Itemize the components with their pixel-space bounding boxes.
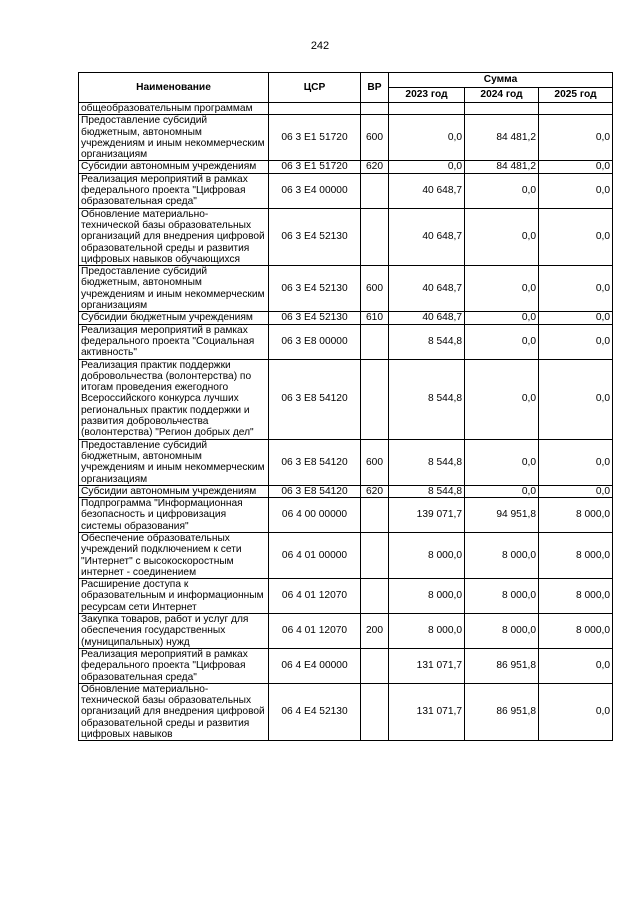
row-amount-2025: 0,0	[539, 266, 613, 312]
row-amount-2024: 8 000,0	[465, 532, 539, 578]
row-name: Реализация практик поддержки добровольчества (волонтерства) по итогам проведения ежегодного Всероссийского конкурса лучших региональных практик поддержки и развития добровольчества (волонтерства) "Регион добрых дел"	[79, 359, 269, 439]
table-row	[79, 532, 613, 578]
row-amount-2024: 86 951,8	[465, 683, 539, 740]
table-row	[79, 103, 613, 115]
row-vr: 610	[361, 312, 389, 324]
row-name: Субсидии автономным учреждениям	[79, 161, 269, 173]
row-csr: 06 3 Е4 52130	[269, 266, 361, 312]
table-row	[79, 683, 613, 740]
row-name: Реализация мероприятий в рамках федерального проекта "Цифровая образовательная среда"	[79, 648, 269, 683]
row-amount-2023: 8 000,0	[389, 614, 465, 649]
row-amount-2023: 0,0	[389, 161, 465, 173]
row-vr	[361, 648, 389, 683]
budget-table	[78, 72, 613, 741]
row-vr	[361, 579, 389, 614]
row-amount-2025: 0,0	[539, 648, 613, 683]
row-vr	[361, 532, 389, 578]
table-row	[79, 485, 613, 497]
row-amount-2025: 8 000,0	[539, 532, 613, 578]
table-row	[79, 439, 613, 485]
row-amount-2025: 0,0	[539, 359, 613, 439]
table-row	[79, 498, 613, 533]
row-amount-2023: 8 544,8	[389, 324, 465, 359]
row-amount-2025: 0,0	[539, 115, 613, 161]
row-amount-2023: 139 071,7	[389, 498, 465, 533]
row-amount-2025: 8 000,0	[539, 579, 613, 614]
row-name: Расширение доступа к образовательным и информационным ресурсам сети Интернет	[79, 579, 269, 614]
row-vr: 200	[361, 614, 389, 649]
row-vr: 600	[361, 439, 389, 485]
row-amount-2024: 0,0	[465, 485, 539, 497]
header-row	[79, 73, 613, 88]
row-vr: 600	[361, 115, 389, 161]
row-csr: 06 4 Е4 00000	[269, 648, 361, 683]
row-vr	[361, 683, 389, 740]
row-csr: 06 3 Е4 00000	[269, 173, 361, 208]
row-amount-2023: 131 071,7	[389, 648, 465, 683]
row-amount-2023	[389, 103, 465, 115]
table-row	[79, 208, 613, 265]
row-amount-2024: 0,0	[465, 312, 539, 324]
row-vr: 600	[361, 266, 389, 312]
row-amount-2024: 0,0	[465, 173, 539, 208]
row-name: Предоставление субсидий бюджетным, автономным учреждениям и иным некоммерческим организациям	[79, 439, 269, 485]
row-csr: 06 4 01 12070	[269, 579, 361, 614]
table-row	[79, 312, 613, 324]
row-amount-2025: 0,0	[539, 173, 613, 208]
row-name: общеобразовательным программам	[79, 103, 269, 115]
row-amount-2024: 8 000,0	[465, 579, 539, 614]
row-csr: 06 3 Е8 54120	[269, 359, 361, 439]
row-amount-2023: 40 648,7	[389, 208, 465, 265]
row-csr	[269, 103, 361, 115]
row-amount-2023: 8 544,8	[389, 439, 465, 485]
table-row	[79, 324, 613, 359]
row-amount-2023: 8 000,0	[389, 532, 465, 578]
row-csr: 06 4 00 00000	[269, 498, 361, 533]
row-csr: 06 3 Е4 52130	[269, 208, 361, 265]
row-amount-2024: 0,0	[465, 208, 539, 265]
header-vr: ВР	[361, 73, 389, 103]
row-name: Подпрограмма "Информационная безопасность и цифровизация системы образования"	[79, 498, 269, 533]
row-name: Субсидии автономным учреждениям	[79, 485, 269, 497]
row-vr	[361, 208, 389, 265]
row-amount-2025: 0,0	[539, 208, 613, 265]
table-row	[79, 359, 613, 439]
row-name: Обновление материально-технической базы образовательных организаций для внедрения цифровой образовательной среды и развития цифровых навыков	[79, 683, 269, 740]
row-csr: 06 3 Е8 54120	[269, 485, 361, 497]
row-amount-2024: 84 481,2	[465, 115, 539, 161]
row-name: Предоставление субсидий бюджетным, автономным учреждениям и иным некоммерческим организациям	[79, 115, 269, 161]
row-amount-2024: 0,0	[465, 324, 539, 359]
row-amount-2025: 8 000,0	[539, 614, 613, 649]
row-amount-2025: 0,0	[539, 161, 613, 173]
row-vr	[361, 173, 389, 208]
header-sum: Сумма	[389, 73, 613, 88]
row-amount-2025: 0,0	[539, 324, 613, 359]
row-amount-2023: 0,0	[389, 115, 465, 161]
row-amount-2024: 0,0	[465, 359, 539, 439]
row-vr	[361, 324, 389, 359]
row-amount-2023: 131 071,7	[389, 683, 465, 740]
row-name: Обновление материально-технической базы образовательных организаций для внедрения цифровой образовательной среды и развития цифровых навыков обучающихся	[79, 208, 269, 265]
row-vr	[361, 103, 389, 115]
row-amount-2025: 0,0	[539, 683, 613, 740]
row-amount-2024: 0,0	[465, 266, 539, 312]
row-vr	[361, 498, 389, 533]
table-row	[79, 173, 613, 208]
row-vr: 620	[361, 161, 389, 173]
row-amount-2025: 0,0	[539, 439, 613, 485]
row-csr: 06 4 01 00000	[269, 532, 361, 578]
row-amount-2024: 94 951,8	[465, 498, 539, 533]
row-csr: 06 3 Е1 51720	[269, 161, 361, 173]
row-amount-2023: 8 000,0	[389, 579, 465, 614]
row-name: Реализация мероприятий в рамках федерального проекта "Социальная активность"	[79, 324, 269, 359]
row-name: Реализация мероприятий в рамках федерального проекта "Цифровая образовательная среда"	[79, 173, 269, 208]
table-row	[79, 648, 613, 683]
row-amount-2025: 0,0	[539, 312, 613, 324]
row-vr: 620	[361, 485, 389, 497]
row-amount-2023: 40 648,7	[389, 173, 465, 208]
table-row	[79, 266, 613, 312]
row-amount-2024	[465, 103, 539, 115]
row-amount-2023: 8 544,8	[389, 359, 465, 439]
row-name: Обеспечение образовательных учреждений подключением к сети "Интернет" с высокоскоростным интернет - соединением	[79, 532, 269, 578]
row-amount-2025: 8 000,0	[539, 498, 613, 533]
row-vr	[361, 359, 389, 439]
row-amount-2024: 8 000,0	[465, 614, 539, 649]
row-name: Предоставление субсидий бюджетным, автономным учреждениям и иным некоммерческим организациям	[79, 266, 269, 312]
page-number: 242	[310, 40, 330, 52]
header-csr: ЦСР	[269, 73, 361, 103]
header-year-2023: 2023 год	[389, 88, 465, 103]
row-amount-2024: 84 481,2	[465, 161, 539, 173]
row-amount-2024: 86 951,8	[465, 648, 539, 683]
row-csr: 06 3 Е1 51720	[269, 115, 361, 161]
table-row	[79, 161, 613, 173]
row-amount-2025: 0,0	[539, 485, 613, 497]
header-year-2025: 2025 год	[539, 88, 613, 103]
table-row	[79, 115, 613, 161]
row-name: Субсидии бюджетным учреждениям	[79, 312, 269, 324]
row-csr: 06 4 01 12070	[269, 614, 361, 649]
table-row	[79, 579, 613, 614]
row-amount-2023: 40 648,7	[389, 266, 465, 312]
row-csr: 06 3 Е8 54120	[269, 439, 361, 485]
row-name: Закупка товаров, работ и услуг для обеспечения государственных (муниципальных) нужд	[79, 614, 269, 649]
row-csr: 06 3 Е8 00000	[269, 324, 361, 359]
row-csr: 06 4 Е4 52130	[269, 683, 361, 740]
row-amount-2025	[539, 103, 613, 115]
table-row	[79, 614, 613, 649]
header-year-2024: 2024 год	[465, 88, 539, 103]
row-amount-2023: 8 544,8	[389, 485, 465, 497]
row-amount-2024: 0,0	[465, 439, 539, 485]
row-amount-2023: 40 648,7	[389, 312, 465, 324]
row-csr: 06 3 Е4 52130	[269, 312, 361, 324]
header-name: Наименование	[79, 73, 269, 103]
